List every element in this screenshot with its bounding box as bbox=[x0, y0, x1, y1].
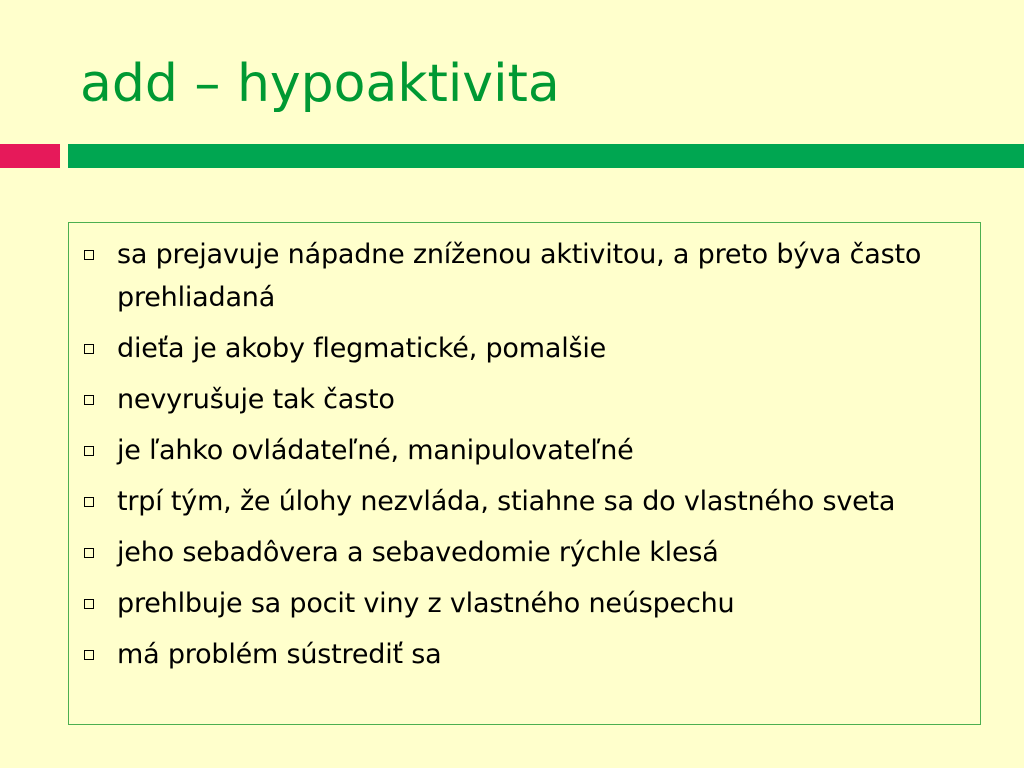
bullet-item bbox=[81, 633, 971, 676]
bullet-item bbox=[81, 327, 971, 370]
bullet-text: prehlbuje sa pocit viny z vlastného neúspechu bbox=[117, 588, 735, 619]
bullet-list bbox=[81, 233, 971, 684]
bullet-item bbox=[81, 582, 971, 625]
bullet-text: dieťa je akoby flegmatické, pomalšie bbox=[117, 333, 607, 364]
hollow-square-icon bbox=[84, 548, 94, 558]
accent-bar-green bbox=[68, 144, 1024, 168]
bullet-text: nevyrušuje tak často bbox=[117, 384, 395, 415]
bullet-item bbox=[81, 480, 971, 523]
bullet-item bbox=[81, 378, 971, 421]
content-box bbox=[68, 222, 981, 725]
hollow-square-icon bbox=[84, 395, 94, 405]
hollow-square-icon bbox=[84, 650, 94, 660]
bullet-item bbox=[81, 429, 971, 472]
bullet-text: sa prejavuje nápadne zníženou aktivitou, a preto býva často prehliadaná bbox=[117, 239, 922, 313]
hollow-square-icon bbox=[84, 599, 94, 609]
accent-bar-pink bbox=[0, 144, 60, 168]
bullet-text: jeho sebadôvera a sebavedomie rýchle klesá bbox=[117, 537, 719, 568]
bullet-text: trpí tým, že úlohy nezvláda, stiahne sa do vlastného sveta bbox=[117, 486, 896, 517]
hollow-square-icon bbox=[84, 446, 94, 456]
bullet-text: má problém sústrediť sa bbox=[117, 639, 442, 670]
bullet-item bbox=[81, 531, 971, 574]
hollow-square-icon bbox=[84, 497, 94, 507]
bullet-item bbox=[81, 233, 971, 319]
slide-title: add – hypoaktivita bbox=[80, 54, 560, 114]
bullet-text: je ľahko ovládateľné, manipulovateľné bbox=[117, 435, 634, 466]
hollow-square-icon bbox=[84, 344, 94, 354]
hollow-square-icon bbox=[84, 250, 94, 260]
